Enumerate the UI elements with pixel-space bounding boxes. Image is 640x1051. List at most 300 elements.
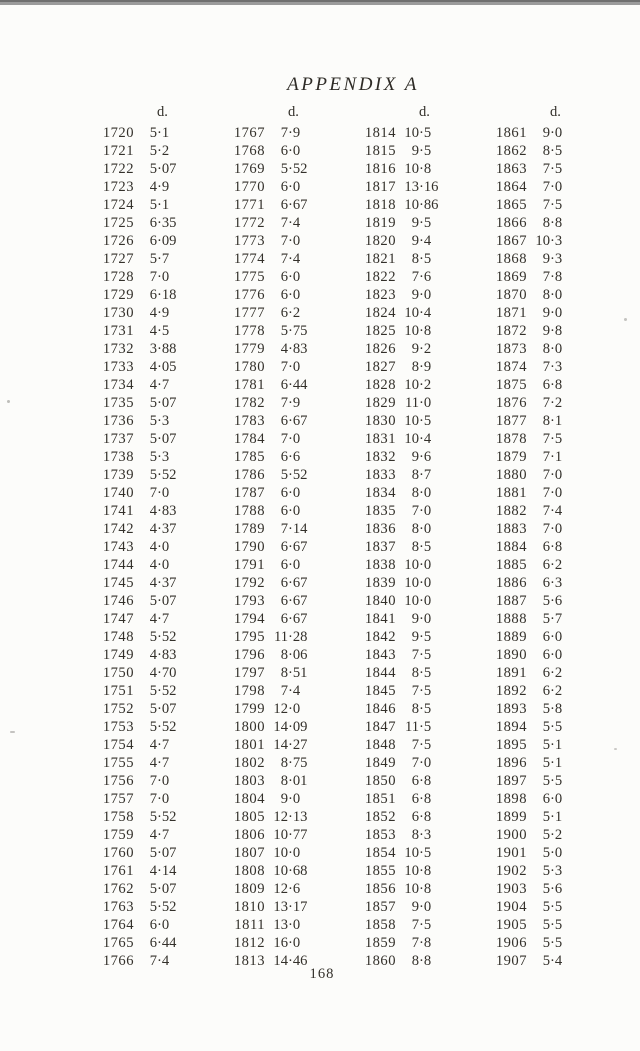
value-fraction-part: ·52 xyxy=(157,899,177,915)
year-cell: 1893 xyxy=(495,701,527,717)
year-cell: 1835 xyxy=(364,503,396,519)
year-value-pair xyxy=(481,556,612,574)
year-cell: 1852 xyxy=(364,809,396,825)
value-fraction-part: ·5 xyxy=(419,683,432,699)
value-cell xyxy=(270,736,307,754)
value-fraction-part: ·2 xyxy=(157,143,170,159)
year-cell: 1763 xyxy=(102,899,134,915)
value-cell xyxy=(270,268,300,286)
value-integer-part: 7 xyxy=(411,503,419,519)
value-cell xyxy=(532,358,562,376)
value-cell xyxy=(401,718,431,736)
year-cell: 1844 xyxy=(364,665,396,681)
year-cell: 1824 xyxy=(364,305,396,321)
year-cell: 1860 xyxy=(364,953,396,969)
year-cell: 1794 xyxy=(233,611,265,627)
value-integer-part: 7 xyxy=(280,125,288,141)
year-cell: 1757 xyxy=(102,791,134,807)
value-fraction-part: ·0 xyxy=(550,341,563,357)
table-row xyxy=(0,646,640,664)
value-integer-part: 6 xyxy=(280,287,288,303)
value-cell xyxy=(270,790,300,808)
year-value-pair xyxy=(219,142,350,160)
value-cell xyxy=(139,790,169,808)
value-cell xyxy=(139,394,176,412)
page-number: 168 xyxy=(309,966,335,982)
value-fraction-part: ·0 xyxy=(419,755,432,771)
value-cell xyxy=(270,124,300,142)
year-value-pair xyxy=(219,340,350,358)
value-fraction-part: ·0 xyxy=(288,287,301,303)
value-cell xyxy=(270,880,300,898)
value-fraction-part: ·0 xyxy=(550,845,563,861)
value-cell xyxy=(401,412,431,430)
value-integer-part: 14 xyxy=(273,719,288,735)
year-value-pair xyxy=(350,394,481,412)
year-value-pair xyxy=(481,484,612,502)
value-cell xyxy=(401,880,431,898)
value-cell xyxy=(532,142,562,160)
value-fraction-part: ·0 xyxy=(288,179,301,195)
value-fraction-part: ·0 xyxy=(419,575,432,591)
year-value-pair xyxy=(219,826,350,844)
year-cell: 1751 xyxy=(102,683,134,699)
value-cell xyxy=(401,430,431,448)
year-cell: 1881 xyxy=(495,485,527,501)
value-fraction-part: ·0 xyxy=(157,917,170,933)
value-cell xyxy=(532,232,562,250)
value-cell xyxy=(532,808,562,826)
value-cell xyxy=(401,772,431,790)
year-cell: 1841 xyxy=(364,611,396,627)
table-row xyxy=(0,340,640,358)
value-integer-part: 4 xyxy=(149,539,157,555)
table-row xyxy=(0,592,640,610)
value-cell xyxy=(139,124,169,142)
year-cell: 1789 xyxy=(233,521,265,537)
value-cell xyxy=(532,268,562,286)
year-value-pair xyxy=(88,340,219,358)
year-cell: 1885 xyxy=(495,557,527,573)
value-fraction-part: ·37 xyxy=(157,521,177,537)
year-value-pair xyxy=(481,538,612,556)
value-cell xyxy=(139,844,176,862)
year-cell: 1853 xyxy=(364,827,396,843)
value-fraction-part: ·4 xyxy=(419,431,432,447)
value-cell xyxy=(270,160,307,178)
value-cell xyxy=(532,898,562,916)
value-cell xyxy=(532,322,562,340)
year-value-pair xyxy=(219,322,350,340)
value-fraction-part: ·4 xyxy=(288,251,301,267)
value-fraction-part: ·16 xyxy=(419,179,439,195)
value-fraction-part: ·14 xyxy=(288,521,308,537)
year-cell: 1878 xyxy=(495,431,527,447)
value-integer-part: 16 xyxy=(273,935,288,951)
value-fraction-part: ·3 xyxy=(550,233,563,249)
year-value-pair xyxy=(481,103,612,121)
value-fraction-part: ·3 xyxy=(157,449,170,465)
value-cell xyxy=(270,538,307,556)
year-value-pair xyxy=(219,376,350,394)
value-fraction-part: ·5 xyxy=(550,935,563,951)
year-cell: 1898 xyxy=(495,791,527,807)
value-integer-part: 4 xyxy=(149,557,157,573)
value-fraction-part: ·4 xyxy=(550,953,563,969)
value-integer-part: 8 xyxy=(411,701,419,717)
value-fraction-part: ·5 xyxy=(419,719,432,735)
table-row xyxy=(0,916,640,934)
value-fraction-part: ·1 xyxy=(550,737,563,753)
value-cell xyxy=(139,718,176,736)
value-fraction-part: ·52 xyxy=(288,467,308,483)
year-value-pair xyxy=(219,448,350,466)
value-fraction-part: ·52 xyxy=(288,161,308,177)
value-integer-part: 4 xyxy=(149,647,157,663)
year-value-pair xyxy=(481,610,612,628)
value-fraction-part: ·5 xyxy=(419,413,432,429)
year-value-pair xyxy=(481,286,612,304)
year-cell: 1837 xyxy=(364,539,396,555)
value-integer-part: 5 xyxy=(149,683,157,699)
value-cell xyxy=(139,286,176,304)
value-cell xyxy=(401,592,431,610)
value-integer-part: 10 xyxy=(404,557,419,573)
year-cell: 1748 xyxy=(102,629,134,645)
value-cell xyxy=(532,448,562,466)
year-value-pair xyxy=(350,466,481,484)
year-value-pair xyxy=(88,826,219,844)
value-integer-part: 8 xyxy=(411,467,419,483)
value-integer-part: 4 xyxy=(149,377,157,393)
value-fraction-part: ·7 xyxy=(550,611,563,627)
value-fraction-part: ·2 xyxy=(550,665,563,681)
value-fraction-part: ·7 xyxy=(157,755,170,771)
value-integer-part: 11 xyxy=(404,719,419,735)
year-cell: 1874 xyxy=(495,359,527,375)
value-cell xyxy=(139,103,168,121)
value-fraction-part: ·5 xyxy=(419,665,432,681)
value-integer-part: 8 xyxy=(411,539,419,555)
year-cell: 1812 xyxy=(233,935,265,951)
year-value-pair xyxy=(88,358,219,376)
value-fraction-part: ·0 xyxy=(288,503,301,519)
year-cell: 1817 xyxy=(364,179,396,195)
value-cell xyxy=(401,250,431,268)
value-cell xyxy=(270,898,307,916)
value-cell xyxy=(270,322,307,340)
value-cell xyxy=(532,700,562,718)
value-fraction-part: ·3 xyxy=(550,863,563,879)
year-value-pair xyxy=(88,376,219,394)
year-cell xyxy=(481,103,527,121)
value-fraction-part: ·1 xyxy=(157,125,170,141)
value-fraction-part: ·0 xyxy=(419,611,432,627)
value-fraction-part: ·0 xyxy=(550,125,563,141)
value-fraction-part: ·9 xyxy=(288,125,301,141)
value-cell xyxy=(401,103,430,121)
table-row xyxy=(0,394,640,412)
year-value-pair xyxy=(350,412,481,430)
year-value-pair xyxy=(481,862,612,880)
year-value-pair xyxy=(350,736,481,754)
value-cell xyxy=(532,124,562,142)
value-integer-part: 8 xyxy=(542,341,550,357)
value-integer-part: 4 xyxy=(280,341,288,357)
year-value-pair xyxy=(481,916,612,934)
table-row xyxy=(0,160,640,178)
table-row xyxy=(0,322,640,340)
year-cell: 1842 xyxy=(364,629,396,645)
value-fraction-part: ·07 xyxy=(157,161,177,177)
value-fraction-part: ·5 xyxy=(419,629,432,645)
value-fraction-part: ·83 xyxy=(157,503,177,519)
value-integer-part: 7 xyxy=(542,269,550,285)
year-value-pair xyxy=(219,646,350,664)
value-integer-part: 6 xyxy=(280,485,288,501)
year-cell: 1850 xyxy=(364,773,396,789)
value-integer-part: 4 xyxy=(149,503,157,519)
year-value-pair xyxy=(481,358,612,376)
value-integer-part: 8 xyxy=(542,413,550,429)
value-fraction-part: ·9 xyxy=(157,305,170,321)
year-cell: 1872 xyxy=(495,323,527,339)
year-cell: 1768 xyxy=(233,143,265,159)
value-integer-part: 7 xyxy=(149,953,157,969)
value-cell xyxy=(532,103,561,121)
year-value-pair xyxy=(88,556,219,574)
year-value-pair xyxy=(219,232,350,250)
value-fraction-part: ·7 xyxy=(157,827,170,843)
value-integer-part: 9 xyxy=(411,899,419,915)
year-value-pair xyxy=(481,700,612,718)
value-cell xyxy=(139,574,176,592)
year-cell: 1809 xyxy=(233,881,265,897)
year-value-pair xyxy=(481,574,612,592)
year-cell: 1779 xyxy=(233,341,265,357)
value-cell xyxy=(532,646,562,664)
year-cell: 1791 xyxy=(233,557,265,573)
year-value-pair xyxy=(88,304,219,322)
value-fraction-part: ·6 xyxy=(419,449,432,465)
year-value-pair xyxy=(350,304,481,322)
value-fraction-part: ·2 xyxy=(550,395,563,411)
year-cell: 1823 xyxy=(364,287,396,303)
value-integer-part: 8 xyxy=(280,773,288,789)
year-cell: 1795 xyxy=(233,629,265,645)
value-integer-part: 6 xyxy=(280,305,288,321)
value-cell xyxy=(401,196,438,214)
year-value-pair xyxy=(481,268,612,286)
year-cell: 1826 xyxy=(364,341,396,357)
value-fraction-part: ·44 xyxy=(157,935,177,951)
year-value-pair xyxy=(219,754,350,772)
value-integer-part: 5 xyxy=(149,251,157,267)
year-value-pair xyxy=(88,538,219,556)
year-value-pair xyxy=(219,250,350,268)
value-fraction-part: ·17 xyxy=(288,899,308,915)
value-integer-part: 7 xyxy=(542,449,550,465)
value-cell xyxy=(401,142,431,160)
value-cell xyxy=(401,502,431,520)
year-value-pair xyxy=(481,934,612,952)
value-fraction-part: ·67 xyxy=(288,593,308,609)
value-cell xyxy=(270,214,300,232)
value-cell xyxy=(401,232,431,250)
value-integer-part: 6 xyxy=(280,557,288,573)
value-fraction-part: ·05 xyxy=(157,359,177,375)
value-fraction-part: ·4 xyxy=(288,683,301,699)
year-value-pair xyxy=(350,880,481,898)
value-fraction-part: ·52 xyxy=(157,467,177,483)
value-fraction-part: ·2 xyxy=(550,683,563,699)
value-cell xyxy=(532,556,562,574)
value-integer-part: 5 xyxy=(149,809,157,825)
value-fraction-part: ·5 xyxy=(550,773,563,789)
value-integer-part: 10 xyxy=(404,413,419,429)
value-integer-part: 6 xyxy=(149,917,157,933)
value-integer-part: 6 xyxy=(280,593,288,609)
value-integer-part: 5 xyxy=(542,701,550,717)
year-cell: 1740 xyxy=(102,485,134,501)
value-integer-part: 11 xyxy=(404,395,419,411)
value-fraction-part: ·52 xyxy=(157,683,177,699)
year-cell: 1897 xyxy=(495,773,527,789)
year-cell: 1830 xyxy=(364,413,396,429)
value-integer-part: 5 xyxy=(149,395,157,411)
year-value-pair xyxy=(88,736,219,754)
value-cell xyxy=(532,412,562,430)
year-cell: 1839 xyxy=(364,575,396,591)
value-integer-part: 6 xyxy=(542,629,550,645)
year-cell: 1901 xyxy=(495,845,527,861)
year-cell: 1776 xyxy=(233,287,265,303)
value-fraction-part: ·8 xyxy=(419,323,432,339)
value-integer-part: 8 xyxy=(411,521,419,537)
year-cell: 1780 xyxy=(233,359,265,375)
year-value-pair xyxy=(481,754,612,772)
year-value-pair xyxy=(350,358,481,376)
year-cell: 1754 xyxy=(102,737,134,753)
value-integer-part: 6 xyxy=(149,935,157,951)
value-cell xyxy=(401,178,438,196)
value-integer-part: 7 xyxy=(542,197,550,213)
value-integer-part: 6 xyxy=(542,377,550,393)
year-value-pair xyxy=(350,682,481,700)
value-integer-part: 10 xyxy=(404,431,419,447)
year-value-pair xyxy=(350,178,481,196)
year-value-pair xyxy=(219,916,350,934)
value-integer-part: 5 xyxy=(542,755,550,771)
year-value-pair xyxy=(481,502,612,520)
year-value-pair xyxy=(481,250,612,268)
value-cell xyxy=(139,466,176,484)
year-cell: 1807 xyxy=(233,845,265,861)
value-fraction-part: ·7 xyxy=(157,251,170,267)
year-cell: 1746 xyxy=(102,593,134,609)
value-cell xyxy=(270,196,307,214)
year-cell: 1805 xyxy=(233,809,265,825)
year-cell: 1804 xyxy=(233,791,265,807)
value-fraction-part: ·6 xyxy=(288,449,301,465)
scan-edge-band xyxy=(0,0,640,5)
year-cell: 1788 xyxy=(233,503,265,519)
year-cell: 1811 xyxy=(234,917,265,933)
value-cell xyxy=(532,718,562,736)
year-value-pair xyxy=(219,664,350,682)
value-fraction-part: ·0 xyxy=(550,467,563,483)
year-value-pair xyxy=(350,916,481,934)
year-value-pair xyxy=(219,682,350,700)
value-integer-part: 6 xyxy=(542,683,550,699)
year-value-pair xyxy=(88,196,219,214)
value-cell xyxy=(532,304,562,322)
year-cell: 1820 xyxy=(364,233,396,249)
year-cell: 1864 xyxy=(495,179,527,195)
year-cell: 1866 xyxy=(495,215,527,231)
value-fraction-part: ·0 xyxy=(419,557,432,573)
year-cell: 1855 xyxy=(364,863,396,879)
value-cell xyxy=(401,322,431,340)
year-cell: 1747 xyxy=(102,611,134,627)
year-value-pair xyxy=(88,448,219,466)
value-cell xyxy=(401,844,431,862)
value-fraction-part: ·0 xyxy=(288,845,301,861)
value-fraction-part: ·3 xyxy=(419,827,432,843)
year-cell: 1797 xyxy=(233,665,265,681)
value-cell xyxy=(139,196,169,214)
year-cell: 1726 xyxy=(102,233,134,249)
year-value-pair xyxy=(219,736,350,754)
year-cell: 1753 xyxy=(102,719,134,735)
value-fraction-part: ·8 xyxy=(419,791,432,807)
year-cell: 1761 xyxy=(102,863,134,879)
value-integer-part: 6 xyxy=(280,269,288,285)
year-cell: 1773 xyxy=(233,233,265,249)
year-value-pair xyxy=(88,466,219,484)
value-fraction-part: ·5 xyxy=(550,431,563,447)
value-fraction-part: ·3 xyxy=(550,359,563,375)
year-cell xyxy=(350,103,396,121)
value-integer-part: 5 xyxy=(149,629,157,645)
value-cell xyxy=(532,538,562,556)
value-fraction-part: ·8 xyxy=(419,773,432,789)
table-row xyxy=(0,736,640,754)
value-cell xyxy=(270,376,307,394)
table-row xyxy=(0,484,640,502)
year-value-pair xyxy=(219,718,350,736)
year-cell: 1865 xyxy=(495,197,527,213)
value-integer-part: 6 xyxy=(280,377,288,393)
value-integer-part: 6 xyxy=(542,575,550,591)
table-row xyxy=(0,196,640,214)
value-cell xyxy=(270,178,300,196)
value-fraction-part: ·09 xyxy=(157,233,177,249)
year-cell: 1759 xyxy=(102,827,134,843)
value-cell xyxy=(139,430,176,448)
year-cell: 1756 xyxy=(102,773,134,789)
value-integer-part: 6 xyxy=(280,539,288,555)
year-value-pair xyxy=(350,808,481,826)
value-integer-part: 10 xyxy=(535,233,550,249)
value-integer-part: 7 xyxy=(280,431,288,447)
value-integer-part: 5 xyxy=(149,719,157,735)
year-cell: 1883 xyxy=(495,521,527,537)
value-fraction-part: ·83 xyxy=(288,341,308,357)
value-integer-part: 7 xyxy=(411,737,419,753)
value-integer-part: 6 xyxy=(280,143,288,159)
year-cell: 1880 xyxy=(495,467,527,483)
